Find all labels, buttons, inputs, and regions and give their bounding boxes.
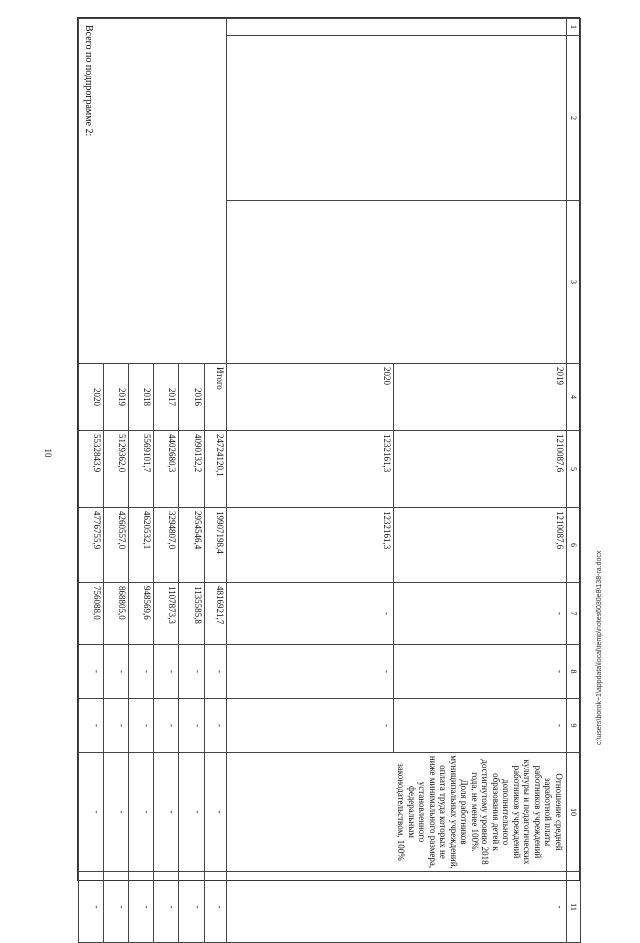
column-number: 11 [566, 872, 580, 943]
table-cell: 3294807,0 [154, 508, 179, 583]
subtotal-label: Всего по подпрограмме 2: [79, 19, 227, 364]
table-row [394, 19, 567, 943]
column-number: 1 [566, 19, 580, 36]
total-cell: 24724120,1 [204, 431, 226, 508]
year-cell: Итого [204, 364, 226, 431]
table-cell: 4260557,0 [104, 508, 129, 583]
table-cell: 756088,0 [79, 583, 104, 645]
rotated-table-content [78, 18, 581, 911]
table-cell: - [179, 645, 204, 699]
indicator-text: Отношение средней заработной платы работников учреждений культуры и педагогических работников учреждений дополнительного образования детей к достигнутому уровню 2018 года, не менее 100%. [469, 759, 564, 865]
year-cell: 2016 [179, 364, 204, 431]
table-cell [226, 19, 566, 36]
table-cell: 2954546,4 [179, 508, 204, 583]
year-cell: 2018 [129, 364, 154, 431]
table-cell: - [79, 872, 104, 943]
table-cell: - [394, 583, 567, 645]
table-cell: 4776755,9 [79, 508, 104, 583]
total-cell: 1232161,3 [226, 431, 394, 508]
column-number: 10 [566, 753, 580, 872]
year-cell: 2020 [79, 364, 104, 431]
column-number: 9 [566, 699, 580, 753]
column-number: 7 [566, 583, 580, 645]
indicator-text: Доля работников муниципальных учреждений, оплата труда которых не ниже минимального размера, установленного федеральным законодательством, 100% [396, 755, 470, 869]
page-number: 10 [43, 448, 53, 458]
table-cell: - [104, 872, 129, 943]
table-cell: - [179, 872, 204, 943]
table-cell: - [79, 753, 104, 872]
table-cell [226, 36, 566, 201]
year-cell: 2019 [394, 364, 567, 431]
table-cell: - [129, 872, 154, 943]
column-number: 5 [566, 431, 580, 508]
funding-table [78, 18, 581, 943]
table-cell: - [154, 645, 179, 699]
table-cell: - [129, 645, 154, 699]
table-cell: 868805,0 [104, 583, 129, 645]
program-table [77, 17, 580, 911]
table-cell: - [226, 699, 394, 753]
table-cell: 4816921,7 [204, 583, 226, 645]
table-cell: - [204, 645, 226, 699]
column-number: 4 [566, 364, 580, 431]
total-cell: 4090132,2 [179, 431, 204, 508]
table-cell: - [394, 645, 567, 699]
table-cell: - [179, 699, 204, 753]
table-cell: - [79, 699, 104, 753]
table-cell: 1107873,3 [154, 583, 179, 645]
table-cell: - [394, 699, 567, 753]
table-cell: 948569,6 [129, 583, 154, 645]
table-cell: - [104, 699, 129, 753]
table-cell: - [226, 583, 394, 645]
table-row [204, 19, 226, 943]
footer-file-path: c:\users\borok~1\appdata\local\temp\notes6030e8\138-ra.docx [596, 550, 603, 745]
table-cell: - [129, 699, 154, 753]
table-cell: - [204, 699, 226, 753]
year-cell: 2019 [104, 364, 129, 431]
table-cell: - [104, 753, 129, 872]
table-cell [226, 201, 566, 364]
total-cell: 5532843,9 [79, 431, 104, 508]
table-cell: - [179, 753, 204, 872]
total-cell: 1210087,6 [394, 431, 567, 508]
indicator-cell [226, 753, 566, 872]
total-cell: 5569101,7 [129, 431, 154, 508]
table-cell: - [204, 753, 226, 872]
table-cell: - [154, 872, 179, 943]
table-cell: 19907198,4 [204, 508, 226, 583]
table-cell: - [154, 753, 179, 872]
table-cell: - [79, 645, 104, 699]
total-cell: 4402680,3 [154, 431, 179, 508]
year-cell: 2017 [154, 364, 179, 431]
table-cell: - [226, 872, 566, 943]
table-cell: - [204, 872, 226, 943]
table-cell: - [104, 645, 129, 699]
table-cell: - [226, 645, 394, 699]
table-cell: - [154, 699, 179, 753]
column-number: 3 [566, 201, 580, 364]
table-cell: 1135585,8 [179, 583, 204, 645]
table-cell: - [129, 753, 154, 872]
column-number: 8 [566, 645, 580, 699]
table-cell: 1210087,6 [394, 508, 567, 583]
column-number: 2 [566, 36, 580, 201]
year-cell: 2020 [226, 364, 394, 431]
table-cell: 4620532,1 [129, 508, 154, 583]
column-number-row [566, 19, 580, 943]
column-number: 6 [566, 508, 580, 583]
total-cell: 5129362,0 [104, 431, 129, 508]
table-cell: 1232161,3 [226, 508, 394, 583]
